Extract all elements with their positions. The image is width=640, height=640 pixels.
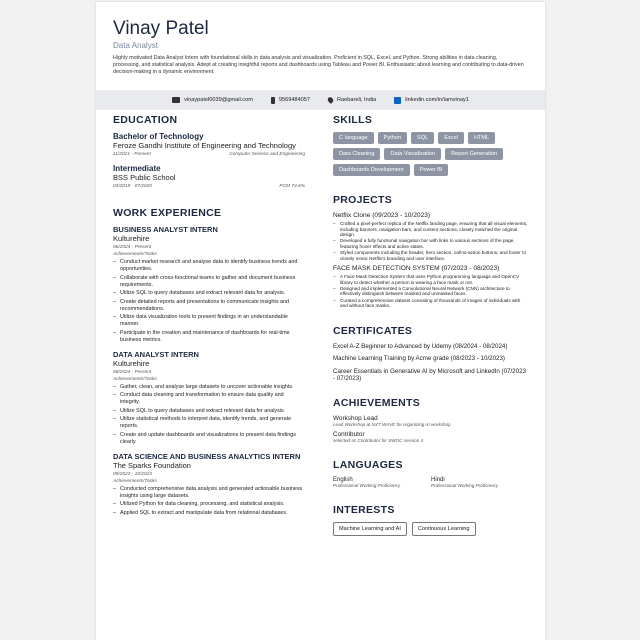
education-item: [113, 132, 305, 157]
job-item: [113, 452, 305, 517]
certificate-item: Machine Learning Training by Acme grade (08/2023 - 10/2023): [333, 355, 505, 363]
list-item: – Crafted a pixel-perfect replica of the Netflix landing page, ensuring that all visual elements, including banners, navigation bars, and content sections, closely matched the original design.: [333, 221, 529, 238]
experience-heading: WORK EXPERIENCE: [113, 207, 222, 219]
list-item: – Utilize data visualization tools to present findings in an understandable manner.: [113, 314, 305, 328]
achievement-name: Contributor: [333, 430, 365, 438]
job-bullets: [113, 259, 305, 344]
job-item: [113, 350, 305, 446]
contact-email[interactable]: [172, 97, 253, 103]
skill-tag: Excel: [438, 132, 464, 144]
list-item: – Create detailed reports and presentations to communicate insights and recommendations.: [113, 299, 305, 313]
contact-linkedin[interactable]: [394, 97, 469, 104]
edu-detail: Computer Science and Engineering: [229, 152, 305, 157]
phone-icon: [271, 97, 275, 104]
job-label: Achievements/Tasks: [113, 252, 157, 257]
list-item: – Styled components including the header, hero section, call-to-action buttons, and footer to closely mimic Netflix's branding and user interface.: [333, 250, 529, 261]
contact-location: [328, 97, 376, 103]
job-company: Kulturehire: [113, 234, 150, 243]
list-item: – Utilize SQL to query databases and extract relevant data for analysis.: [113, 408, 305, 415]
list-item: – Utilize SQL to query databases and extract relevant data for analysis.: [113, 290, 305, 297]
job-item: [113, 225, 305, 344]
project-bullets: [333, 274, 529, 309]
skill-tag: SQL: [411, 132, 434, 144]
skill-tag: Dashboards Development: [333, 164, 410, 176]
skills-heading: SKILLS: [333, 114, 373, 126]
achievement-name: Workshop Lead: [333, 414, 378, 422]
email-text: vinaypatel0039@gmail.com: [184, 97, 253, 103]
job-dates: 06/2024 - Present: [113, 369, 152, 375]
list-item: – A Face Mask Detection System that uses Python programming language and OpenCV library to detect whether a person is wearing a face mask or not.: [333, 274, 529, 285]
phone-text: 9569484057: [278, 97, 310, 103]
list-item: – Gather, clean, and analyse large datasets to uncover actionable insights.: [113, 384, 305, 391]
list-item: – Conduct market research and analyse data to identify business trends and opportunities.: [113, 259, 305, 273]
contact-phone[interactable]: [271, 97, 310, 104]
project-title: FACE MASK DETECTION SYSTEM (07/2023 - 08/2023): [333, 265, 500, 273]
projects-heading: PROJECTS: [333, 194, 392, 206]
list-item: – Collaborate with cross-functional teams to gather and document business requirements.: [113, 275, 305, 289]
language-level: Professional Working Proficiency: [333, 482, 401, 488]
language-name: Hindi: [431, 476, 445, 483]
skill-tag: Data Cleaning: [333, 148, 380, 160]
skills-tags: [333, 132, 529, 176]
interest-item: Machine Learning and AI: [333, 522, 407, 536]
email-icon: [172, 97, 180, 103]
location-text: Raebareli, India: [337, 97, 377, 103]
education-heading: EDUCATION: [113, 114, 178, 126]
resume-page: [96, 2, 545, 640]
interests-list: [333, 522, 529, 536]
language-name: English: [333, 476, 353, 483]
job-bullets: [113, 384, 305, 446]
job-label: Achievements/Tasks: [113, 376, 157, 382]
location-icon: [327, 96, 335, 104]
language-level: Professional Working Proficiency: [431, 482, 499, 488]
left-column: [113, 114, 305, 523]
summary-text: Highly motivated Data Analyst Intern with foundational skills in data analysis and visualization. Proficient in SQL, Excel, and Python. Strong abilities in data cleaning, processing, and statistical analysis. Adept at creating insightful reports and dashboards using Tableau and Power BI. Enthusiastic about learning and contributing to data-driven decision-making in a dynamic environment.: [113, 55, 524, 75]
skill-tag: Python: [378, 132, 407, 144]
linkedin-icon: [394, 97, 401, 104]
certificate-item: Excel A-Z Beginner to Advanced by Udemy (08/2024 - 08/2024): [333, 342, 508, 350]
language-item: [431, 477, 529, 488]
edu-dates: 11/2021 - Present: [113, 152, 151, 157]
list-item: – Create and update dashboards and visualizations to present data findings clearly.: [113, 432, 305, 446]
project-title: Netflix Clone (09/2023 - 10/2023): [333, 212, 431, 219]
degree: Intermediate: [113, 164, 161, 173]
job-dates: 09/2023 - 10/2023: [113, 471, 152, 477]
certificates-heading: CERTIFICATES: [333, 324, 413, 337]
project-bullets: [333, 221, 529, 261]
job-title: BUSINESS ANALYST INTERN: [113, 225, 218, 234]
skill-tag: C language: [333, 132, 374, 144]
job-bullets: [113, 486, 305, 517]
list-item: – Utilize statistical methods to interpret data, identify trends, and generate reports.: [113, 416, 305, 430]
candidate-role: Data Analyst: [113, 41, 158, 50]
degree: Bachelor of Technology: [113, 132, 204, 141]
interests-heading: INTERESTS: [333, 503, 395, 516]
achievements-heading: ACHIEVEMENTS: [333, 396, 421, 409]
contact-bar: [96, 90, 545, 110]
job-dates: 06/2024 - Present: [113, 245, 152, 250]
job-label: Achievements/Tasks: [113, 478, 157, 484]
skill-tag: HTML: [468, 132, 495, 144]
list-item: – Applied SQL to extract and manipulate data from relational databases.: [113, 510, 305, 517]
candidate-name: Vinay Patel: [113, 18, 209, 39]
achievement-detail: Lead Workshop at NXT WAVE for organizing AI workshop: [333, 421, 451, 427]
achievement-detail: selected as Contributor for SWOC session 4: [333, 437, 424, 443]
resume-header: [96, 2, 545, 76]
job-company: Kulturehire: [113, 358, 150, 368]
list-item: – Utilized Python for data cleaning, processing, and statistical analysis.: [113, 501, 305, 508]
language-item: [333, 477, 431, 488]
languages-list: [333, 477, 529, 488]
institute: BSS Public School: [113, 173, 176, 182]
job-title: DATA SCIENCE AND BUSINESS ANALYTICS INTERN: [113, 451, 301, 461]
list-item: – Curated a comprehensive dataset consisting of thousands of images of individuals with and without face masks.: [333, 298, 529, 309]
list-item: – Conducted comprehensive data analysis and generated actionable business insights using large datasets.: [113, 486, 305, 500]
skill-tag: Power BI: [414, 164, 449, 176]
edu-dates: 03/2019 - 07/2020: [113, 184, 152, 189]
institute: Feroze Gandhi Institute of Engineering and Technology: [113, 141, 296, 150]
job-company: The Sparks Foundation: [113, 460, 191, 470]
certificate-item: Career Essentials in Generative AI by Microsoft and LinkedIn (07/2023 - 07/2023): [333, 367, 526, 383]
languages-heading: LANGUAGES: [333, 458, 403, 471]
linkedin-text: linkedin.com/in/iamvinay1: [405, 97, 469, 103]
skill-tag: Data Visualization: [384, 148, 441, 160]
right-column: [333, 114, 529, 536]
list-item: – Designed and implemented a Convolutional Neural Network (CNN) architecture to effectively distinguish between masked and unmasked faces.: [333, 286, 529, 297]
interest-item: Continuous Learning: [412, 522, 476, 536]
education-item: [113, 164, 305, 189]
edu-detail: PCM 74.6%: [279, 184, 305, 189]
skill-tag: Report Generation: [445, 148, 503, 160]
list-item: – Developed a fully functional navigation bar with links to various sections of the page, featuring hover effects and active states.: [333, 238, 529, 249]
list-item: – Conduct data cleaning and transformation to ensure data quality and integrity.: [113, 392, 305, 406]
list-item: – Participate in the creation and maintenance of dashboards for real-time business metrics.: [113, 330, 305, 344]
job-title: DATA ANALYST INTERN: [113, 349, 199, 359]
